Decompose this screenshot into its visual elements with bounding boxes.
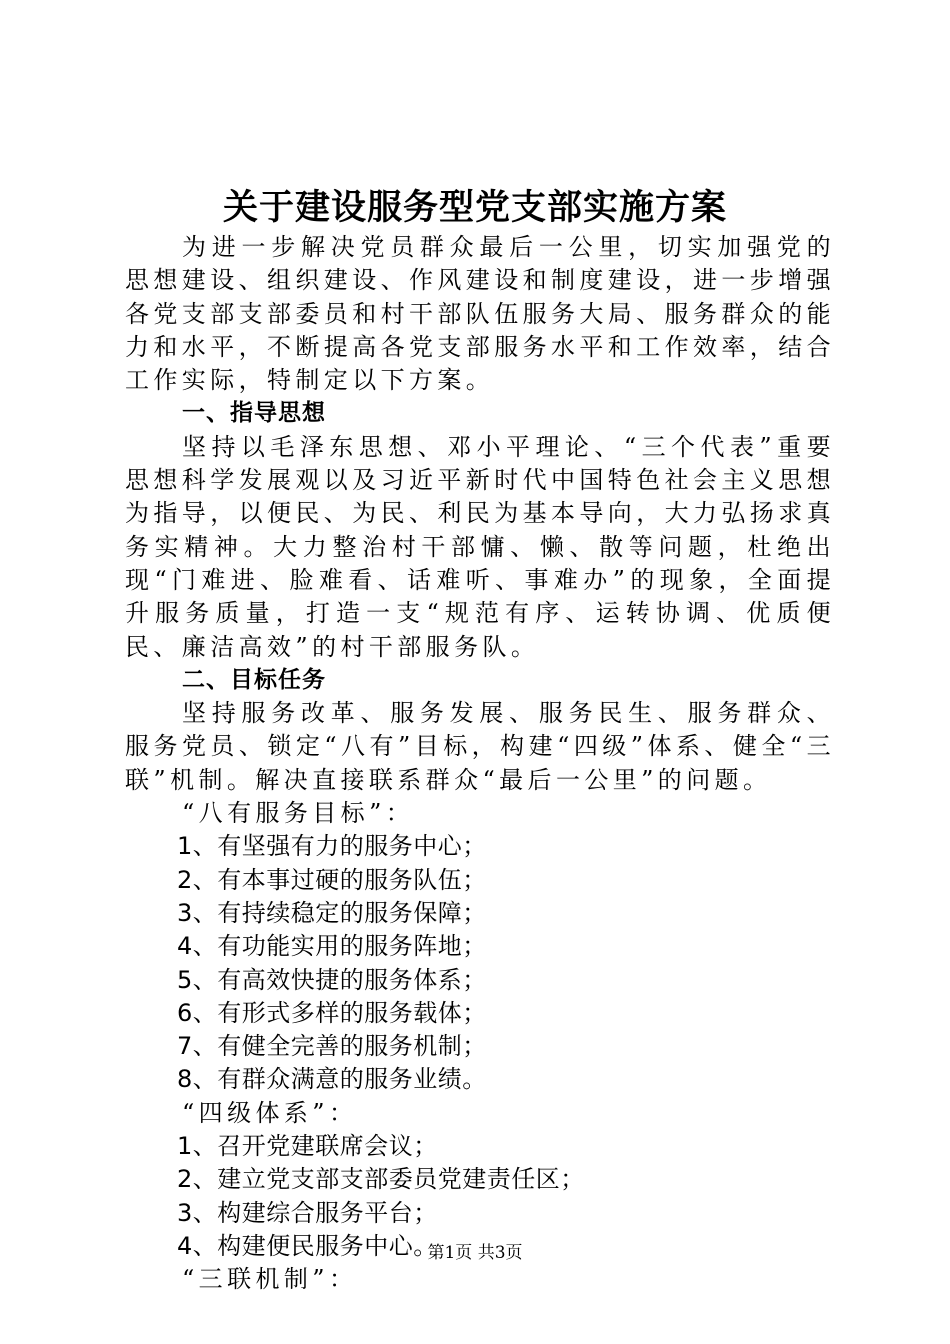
four-level-system-item: 1、召开党建联席会议； [177,1132,438,1161]
document-body [125,231,835,1297]
eight-goals-label: “八有服务目标”： [182,799,415,828]
four-level-system-item: 3、构建综合服务平台； [177,1198,438,1227]
section-heading-goals: 二、目标任务 [182,666,326,693]
eight-goals-item: 5、有高效快捷的服务体系； [177,965,487,994]
eight-goals-item: 2、有本事过硬的服务队伍； [177,865,487,894]
three-link-mechanism-label: “三联机制”： [182,1265,358,1294]
document-title: 关于建设服务型党支部实施方案 [222,187,727,228]
four-level-system-item: 2、建立党支部支部委员党建责任区； [177,1165,585,1194]
four-level-system-item: 4、构建便民服务中心。 [177,1231,438,1260]
four-level-system-label: “四级体系”： [182,1098,358,1127]
page-footer: 第1页 共3页 [427,1243,523,1263]
goals-paragraph: 坚持服务改革、服务发展、服务民生、服务群众、服务党员、锁定“八有”目标，构建“四级”体系、健全“三联”机制。解决直接联系群众“最后一公里”的问题。 [125,699,835,794]
guiding-thought-paragraph: 坚持以毛泽东思想、邓小平理论、“三个代表”重要思想科学发展观以及习近平新时代中国特色社会主义思想为指导，以便民、为民、利民为基本导向，大力弘扬求真务实精神。大力整治村干部慵、懒、散等问题，杜绝出现“门难进、脸难看、话难听、事难办”的现象，全面提升服务质量，打造一支“规范有序、运转协调、优质便民、廉洁高效”的村干部服务队。 [125,432,835,661]
eight-goals-item: 3、有持续稳定的服务保障； [177,898,487,927]
eight-goals-item: 1、有坚强有力的服务中心； [177,832,487,861]
eight-goals-item: 7、有健全完善的服务机制； [177,1032,487,1061]
intro-paragraph: 为进一步解决党员群众最后一公里，切实加强党的思想建设、组织建设、作风建设和制度建设，进一步增强各党支部支部委员和村干部队伍服务大局、服务群众的能力和水平，不断提高各党支部服务水平和工作效率，结合工作实际，特制定以下方案。 [125,233,835,395]
section-heading-guiding-thought: 一、指导思想 [182,400,326,427]
eight-goals-item: 6、有形式多样的服务载体； [177,998,487,1027]
eight-goals-item: 8、有群众满意的服务业绩。 [177,1065,487,1094]
eight-goals-item: 4、有功能实用的服务阵地； [177,932,487,961]
